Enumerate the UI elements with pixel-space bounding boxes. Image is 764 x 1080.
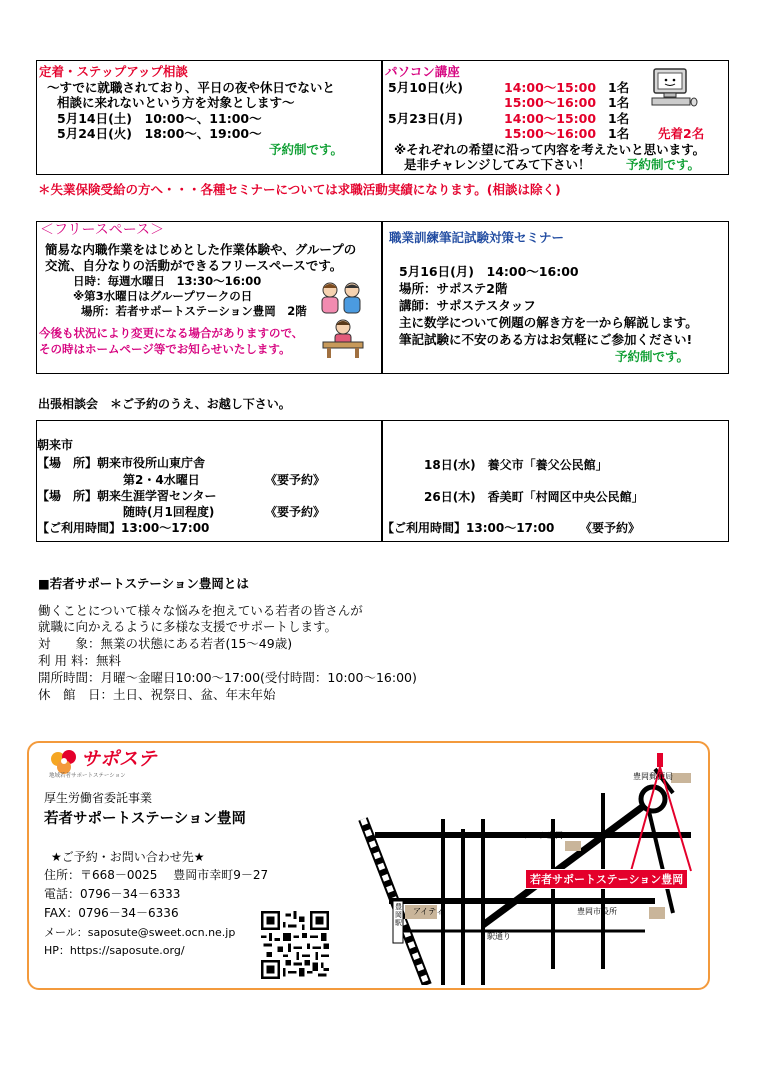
step-up-date2: 5月24日(火) 18:00～、19:00～ xyxy=(57,126,262,141)
outreach-kami: 26日(木) 香美町「村岡区中央公民館」 xyxy=(424,490,644,504)
outreach-heading: 出張相談会 ＊ご予約のうえ、お越し下さい。 xyxy=(38,397,291,411)
pc-line1: ※それぞれの希望に沿って内容を考えたいと思います。 xyxy=(394,142,706,157)
pc-slot4: 15:00～16:00 xyxy=(504,126,597,141)
contact-fax: FAX：0796－34－6336 xyxy=(44,906,179,920)
free-space-box xyxy=(36,221,383,374)
footer-card xyxy=(27,741,710,990)
pc-line2: 是非チャレンジしてみて下さい！ xyxy=(404,157,591,172)
exam-seminar-box xyxy=(381,221,729,374)
exam-seminar-desc2: 筆記試験に不安のある方はお気軽にご参加ください! xyxy=(399,332,693,347)
outreach-left-box xyxy=(36,420,383,542)
org-commission: 厚生労働省委託事業 xyxy=(44,791,153,805)
step-up-line2: 相談に来れないという方を対象とします～ xyxy=(57,95,295,110)
about-hours: 開所時間：月曜～金曜日10:00～17:00(受付時間：10:00～16:00) xyxy=(38,670,417,685)
outreach-yabu: 18日(水) 養父市「養父公民館」 xyxy=(424,458,608,472)
outreach-left-time: 【ご利用時間】13:00～17:00 xyxy=(37,521,210,535)
pc-course-title: パソコン講座 xyxy=(385,64,460,79)
about-line1: 働くことについて様々な悩みを抱えている若者の皆さんが xyxy=(38,603,363,618)
free-space-line2: 交流、自分なりの活動ができるフリースペースです。 xyxy=(45,258,343,273)
computer-icon xyxy=(650,67,698,109)
desk-work-icon xyxy=(319,318,367,360)
post-office-building xyxy=(671,773,691,783)
qr-code-icon[interactable] xyxy=(261,911,329,979)
free-space-group-day: ※第3水曜日はグループワークの日 xyxy=(73,289,253,303)
exam-seminar-title: 職業訓練筆記試験対策セミナー xyxy=(389,230,565,245)
step-up-consult-box xyxy=(36,60,383,175)
exam-seminar-reserve-note: 予約制です。 xyxy=(615,349,690,364)
map-target-text: 若者サポートステーション豊岡 xyxy=(530,873,684,886)
pc-date1: 5月10日(火) xyxy=(388,80,464,95)
outreach-right-box xyxy=(381,420,729,542)
free-space-line1: 簡易な内職作業をはじめとした作業体験や、グループの xyxy=(45,242,357,257)
exam-seminar-date: 5月16日(月) 14:00～16:00 xyxy=(399,264,579,279)
pc-course-box xyxy=(381,60,729,175)
pc-cap1: 1名 xyxy=(608,80,630,95)
step-up-title: 定着・ステップアップ相談 xyxy=(39,64,188,79)
free-space-schedule: 日時：毎週水曜日 13:30～16:00 xyxy=(73,274,262,288)
pc-date2: 5月23日(月) xyxy=(388,111,464,126)
contact-email[interactable]: メール：saposute@sweet.ocn.ne.jp xyxy=(44,926,236,939)
hello-work-building xyxy=(565,841,581,851)
pc-cap3: 1名 xyxy=(608,111,630,126)
free-space-notice2: その時はホームページ等でお知らせいたします。 xyxy=(39,342,291,356)
exam-seminar-place: 場所：サポステ2階 xyxy=(399,281,508,296)
about-heading: ■若者サポートステーション豊岡とは xyxy=(38,576,249,591)
pc-first-come: 先着2名 xyxy=(658,126,705,141)
exam-seminar-desc1: 主に数学について例題の解き方を一から解説します。 xyxy=(399,315,698,330)
outreach-place1-days: 第2・4水曜日 xyxy=(123,473,200,487)
logo-subtext: 地域若者サポートステーション xyxy=(49,773,126,779)
outreach-right-req: 《要予約》 xyxy=(580,521,641,535)
org-name: 若者サポートステーション豊岡 xyxy=(44,811,246,827)
outreach-right-time: 【ご利用時間】13:00～17:00 xyxy=(382,521,555,535)
step-up-date1: 5月14日(土) 10:00～、11:00～ xyxy=(57,111,262,126)
map-street: 駅通り xyxy=(487,932,511,941)
map-city-hall: 豊岡市役所 xyxy=(577,907,617,916)
contact-heading: ★ご予約・お問い合わせ先★ xyxy=(51,850,205,864)
contact-address: 住所：〒668－0025 豊岡市幸町9－27 xyxy=(44,868,269,882)
unemployment-notice: ＊失業保険受給の方へ・・・各種セミナーについては求職活動実績になります。(相談は除く) xyxy=(38,182,561,197)
map-target-label xyxy=(525,869,688,889)
map-post-office: 豊岡郵便局 xyxy=(633,772,673,781)
outreach-place2-req: 《要予約》 xyxy=(265,505,326,519)
about-closed: 休 館 日：土日、祝祭日、盆、年末年始 xyxy=(38,687,276,702)
people-talking-icon xyxy=(317,280,367,318)
step-up-line1: ～すでに就職されており、平日の夜や休日でないと xyxy=(47,80,335,95)
about-target: 対 象：無業の状態にある若者(15～49歳) xyxy=(38,636,293,651)
contact-homepage[interactable]: HP：https://saposute.org/ xyxy=(44,944,185,957)
map-hello-work: ハローワーク豊岡 xyxy=(499,831,563,840)
pc-cap2: 1名 xyxy=(608,95,630,110)
pc-slot2: 15:00～16:00 xyxy=(504,95,597,110)
pc-reserve-note: 予約制です。 xyxy=(626,157,701,172)
free-space-place: 場所：若者サポートステーション豊岡 2階 xyxy=(81,304,307,318)
outreach-place2-days: 随時(月1回程度) xyxy=(123,505,215,519)
exam-seminar-instructor: 講師：サポステスタッフ xyxy=(399,298,536,313)
logo-text: サポステ xyxy=(81,748,157,770)
outreach-place2: 【場 所】朝来生涯学習センター xyxy=(37,489,217,503)
pc-slot1: 14:00～15:00 xyxy=(504,80,597,95)
outreach-city: 朝来市 xyxy=(37,438,74,452)
map-station: 豊岡駅 xyxy=(395,903,402,927)
outreach-place1: 【場 所】朝来市役所山東庁舎 xyxy=(37,456,206,470)
contact-tel: 電話：0796－34－6333 xyxy=(44,887,181,901)
about-fee: 利 用 料：無料 xyxy=(38,653,121,668)
about-line2: 就職に向かえるように多様な支援でサポートします。 xyxy=(38,619,338,634)
map-aity: アイティ xyxy=(413,907,444,916)
pc-slot3: 14:00～15:00 xyxy=(504,111,597,126)
city-hall-building xyxy=(649,907,665,919)
free-space-title: ＜フリースペース＞ xyxy=(40,222,165,238)
outreach-place1-req: 《要予約》 xyxy=(265,473,326,487)
pc-cap4: 1名 xyxy=(608,126,630,141)
free-space-notice1: 今後も状況により変更になる場合がありますので、 xyxy=(39,326,304,340)
step-up-reserve-note: 予約制です。 xyxy=(269,142,344,157)
target-marker xyxy=(657,753,663,767)
